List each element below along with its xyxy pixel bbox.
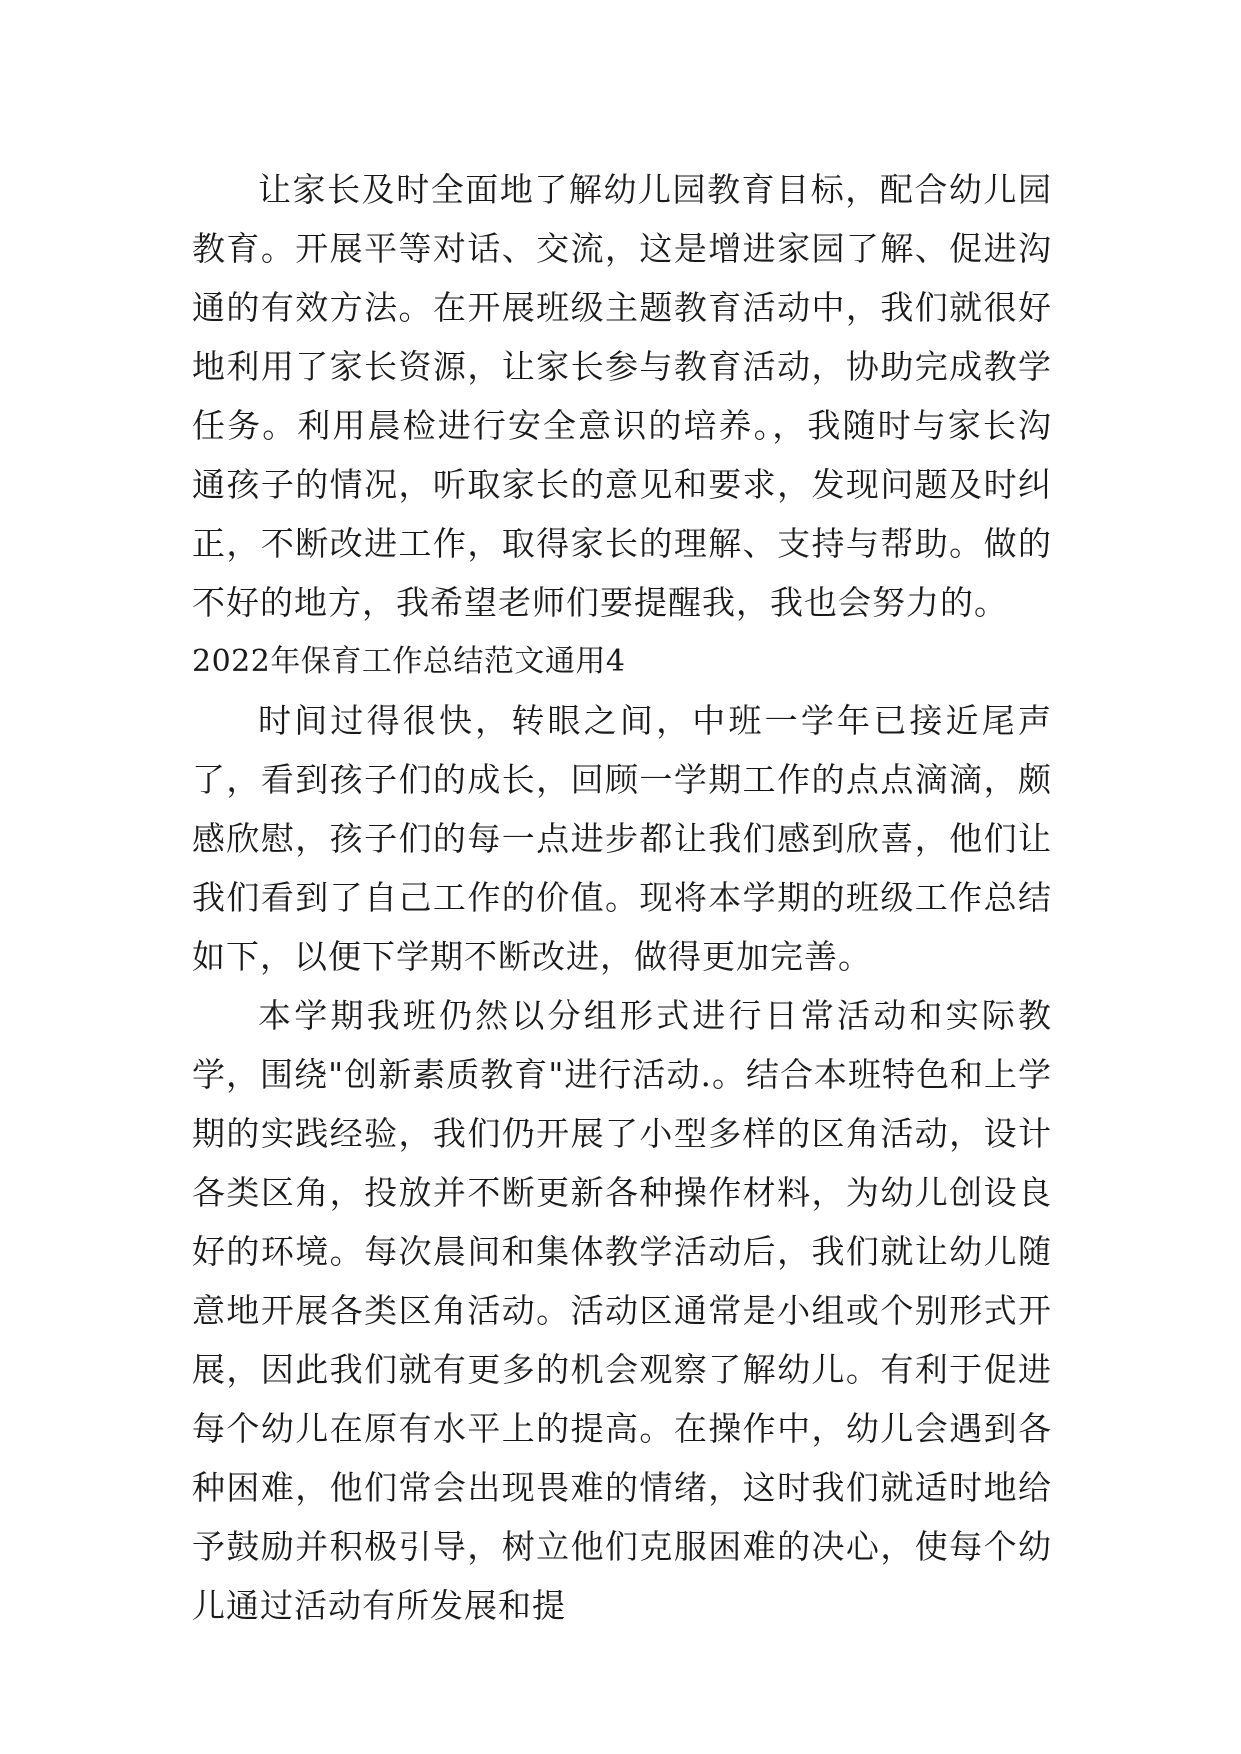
paragraph-1: 让家长及时全面地了解幼儿园教育目标，配合幼儿园教育。开展平等对话、交流，这是增进家园了解、促进沟通的有效方法。在开展班级主题教育活动中，我们就很好地利用了家长资源，让家长参与教育活动，协助完成教学任务。利用晨检进行安全意识的培养。，我随时与家长沟通孩子的情况，听取家长的意见和要求，发现问题及时纠正，不断改进工作，取得家长的理解、支持与帮助。做的不好的地方，我希望老师们要提醒我，我也会努力的。: [192, 170, 1052, 622]
document-body: [192, 160, 1052, 1635]
section-heading: 2022年保育工作总结范文通用4: [192, 644, 626, 679]
paragraph-2: 时间过得很快，转眼之间，中班一学年已接近尾声了，看到孩子们的成长，回顾一学期工作的点点滴滴，颇感欣慰，孩子们的每一点进步都让我们感到欣喜，他们让我们看到了自己工作的价值。现将本学期的班级工作总结如下，以便下学期不断改进，做得更加完善。: [192, 701, 1052, 976]
paragraph-3: 本学期我班仍然以分组形式进行日常活动和实际教学，围绕"创新素质教育"进行活动.。结合本班特色和上学期的实践经验，我们仍开展了小型多样的区角活动，设计各类区角，投放并不断更新各种操作材料，为幼儿创设良好的环境。每次晨间和集体教学活动后，我们就让幼儿随意地开展各类区角活动。活动区通常是小组或个别形式开展，因此我们就有更多的机会观察了解幼儿。有利于促进每个幼儿在原有水平上的提高。在操作中，幼儿会遇到各种困难，他们常会出现畏难的情绪，这时我们就适时地给予鼓励并积极引导，树立他们克服困难的决心，使每个幼儿通过活动有所发展和提: [192, 996, 1052, 1625]
